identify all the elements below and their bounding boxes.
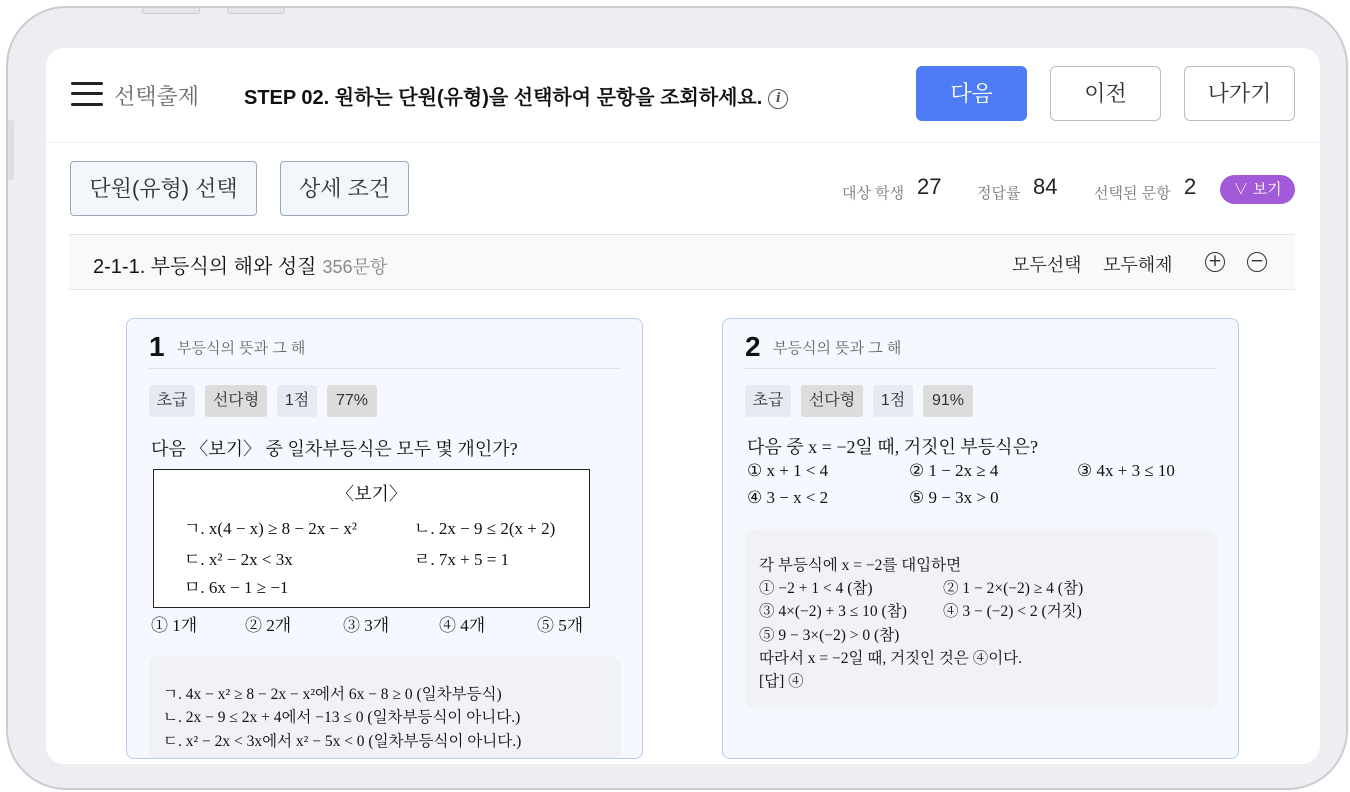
app-title: 선택출제: [114, 84, 200, 109]
solution-line: ㄱ. 4x − x² ≥ 8 − 2x − x²에서 6x − 8 ≥ 0 (일차부등식): [163, 686, 502, 703]
solution-line: ㄴ. 2x − 9 ≤ 2x + 4에서 −13 ≤ 0 (일차부등식이 아니다.): [163, 709, 521, 726]
solution-line: ㄷ. x² − 2x < 3x에서 x² − 5x < 0 (일차부등식이 아니다.): [163, 733, 522, 750]
tablet-top-button: [227, 8, 285, 14]
tablet-top-button: [142, 8, 200, 14]
selected-value: 2: [1184, 174, 1197, 199]
solution-line: ④ 3 − (−2) < 2 (거짓): [943, 603, 1082, 620]
next-button[interactable]: 다음: [916, 66, 1027, 121]
answer-choice: ① 1개: [151, 616, 198, 635]
question-card-1[interactable]: [126, 318, 643, 759]
solution-line: 따라서 x = −2일 때, 거짓인 것은 ④이다.: [759, 650, 1023, 667]
answer-choice: ③ 3개: [343, 616, 390, 635]
unit-select-button[interactable]: 단원(유형) 선택: [70, 161, 257, 216]
solution-line: ② 1 − 2×(−2) ≥ 4 (참): [943, 580, 1084, 597]
solution-line: [답] ④: [759, 673, 804, 690]
tablet-side-button: [8, 120, 14, 180]
card-header: [745, 329, 1216, 369]
answer-choice: ⑤ 9 − 3x > 0: [909, 488, 999, 507]
question-text: 다음 〈보기〉 중 일차부등식은 모두 몇 개인가?: [151, 439, 518, 459]
answer-choice: ② 1 − 2x ≥ 4: [909, 461, 999, 480]
selected-label: 선택된 문항: [1094, 185, 1171, 202]
tag-level: 초급: [745, 385, 791, 417]
top-bar: [46, 48, 1320, 143]
expand-icon[interactable]: +: [1205, 252, 1225, 272]
section-count: 356문항: [322, 257, 388, 277]
deselect-all-button[interactable]: 모두해제: [1103, 255, 1173, 275]
example-box: [153, 469, 590, 608]
answer-choice: ② 2개: [245, 616, 292, 635]
card-header: [149, 329, 620, 369]
question-category: 부등식의 뜻과 그 해: [773, 340, 902, 357]
answer-choice: ⑤ 5개: [537, 616, 584, 635]
example-item: ㄴ. 2x − 9 ≤ 2(x + 2): [414, 519, 556, 538]
answer-choices: [151, 611, 631, 637]
question-number: 2: [745, 331, 761, 362]
view-label: 보기: [1252, 181, 1282, 198]
chevron-down-icon: ∨: [1233, 181, 1249, 198]
section-title-text: 2-1-1. 부등식의 해와 성질: [93, 256, 317, 278]
tag-points: 1점: [277, 385, 317, 417]
step-instruction: [244, 81, 788, 110]
solution-line: ③ 4×(−2) + 3 ≤ 10 (참): [759, 603, 907, 620]
tablet-frame: [6, 6, 1348, 790]
section-header: [69, 234, 1295, 290]
answer-choice: ① x + 1 < 4: [747, 461, 829, 480]
example-item: ㅁ. 6x − 1 ≥ −1: [184, 578, 289, 597]
menu-icon[interactable]: [71, 80, 103, 108]
question-text: 다음 중 x = −2일 때, 거짓인 부등식은?: [747, 437, 1038, 457]
tag-type: 선다형: [205, 385, 267, 417]
example-box-title: 〈보기〉: [336, 484, 407, 504]
view-toggle-button[interactable]: [1220, 175, 1295, 204]
tag-accuracy: 77%: [327, 385, 377, 417]
exit-button[interactable]: 나가기: [1184, 66, 1295, 121]
question-number: 1: [149, 331, 165, 362]
answer-choice: ④ 4개: [439, 616, 486, 635]
accuracy-value: 84: [1033, 174, 1058, 199]
question-card-2[interactable]: [722, 318, 1239, 759]
question-category: 부등식의 뜻과 그 해: [177, 340, 306, 357]
solution-line: ⑤ 9 − 3×(−2) > 0 (참): [759, 627, 900, 644]
solution-box: [745, 529, 1217, 709]
example-item: ㄹ. 7x + 5 = 1: [414, 550, 510, 569]
tag-accuracy: 91%: [923, 385, 973, 417]
solution-box: [149, 656, 621, 759]
answer-choice: ③ 4x + 3 ≤ 10: [1077, 461, 1175, 480]
select-all-button[interactable]: 모두선택: [1012, 255, 1082, 275]
app-screen: [46, 48, 1320, 764]
answer-choices: [747, 461, 1227, 517]
prev-button[interactable]: 이전: [1050, 66, 1161, 121]
tag-level: 초급: [149, 385, 195, 417]
detail-conditions-button[interactable]: 상세 조건: [280, 161, 409, 216]
solution-line: 각 부등식에 x = −2를 대입하면: [759, 557, 962, 574]
students-value: 27: [917, 174, 942, 199]
students-label: 대상 학생: [842, 185, 905, 202]
example-item: ㄷ. x² − 2x < 3x: [184, 550, 293, 569]
tag-type: 선다형: [801, 385, 863, 417]
solution-line: ① −2 + 1 < 4 (참): [759, 580, 873, 597]
collapse-icon[interactable]: −: [1247, 252, 1267, 272]
tag-points: 1점: [873, 385, 913, 417]
example-item: ㄱ. x(4 − x) ≥ 8 − 2x − x²: [184, 519, 357, 538]
info-icon[interactable]: i: [768, 89, 788, 109]
accuracy-label: 정답률: [977, 185, 1021, 202]
answer-choice: ④ 3 − x < 2: [747, 488, 829, 507]
step-text: STEP 02. 원하는 단원(유형)을 선택하여 문항을 조회하세요.: [244, 87, 763, 109]
section-title: [93, 250, 387, 279]
